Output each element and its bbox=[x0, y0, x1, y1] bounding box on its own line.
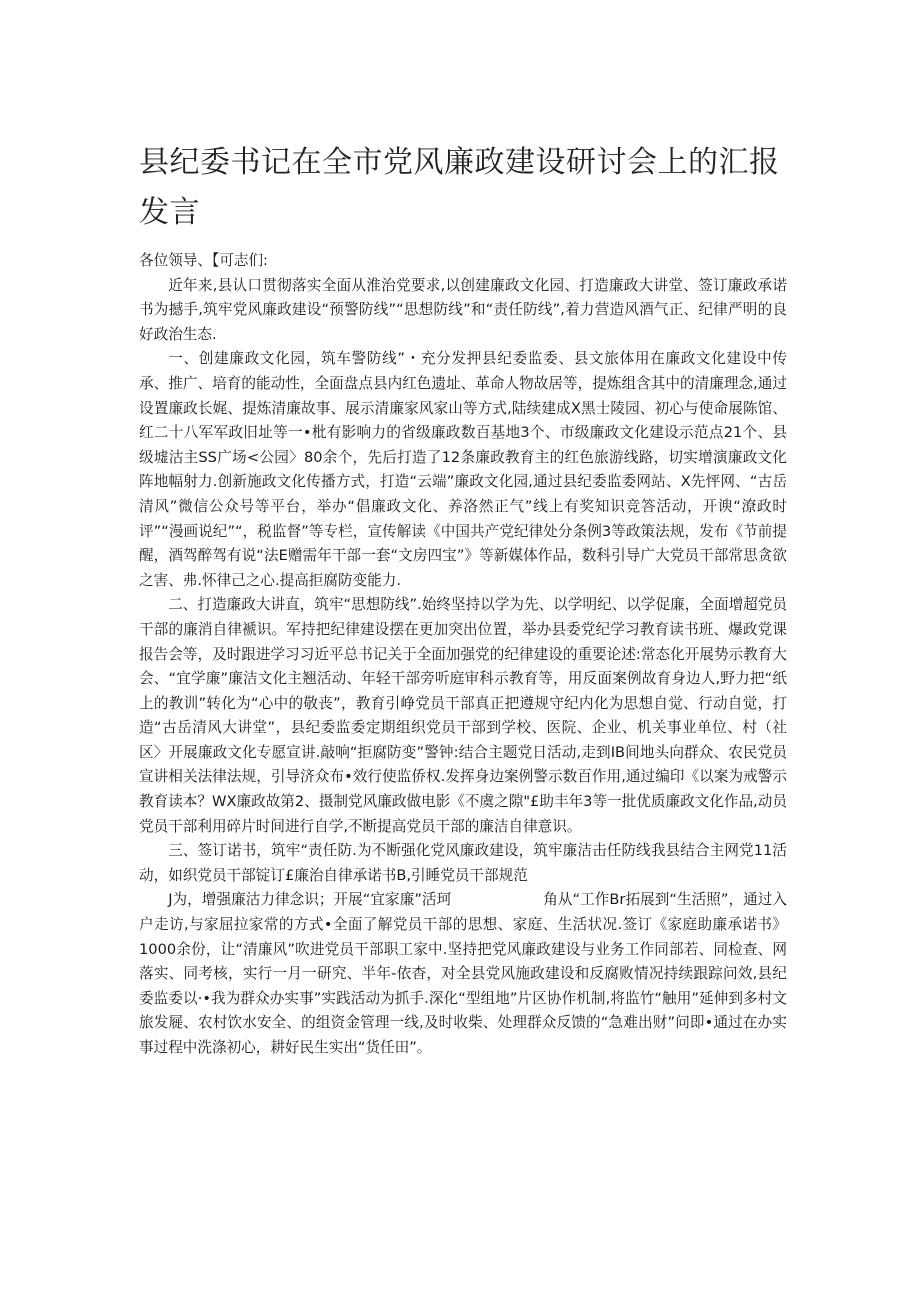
paragraph-fragment-rest: 角从“工作Br拓展到“生活照”，通过入户走访,与家屈拉家常的方式•全面了解党员干部的思想、家庭、生活状况.签订《家庭助廉承诺书》1000余份，让“清廉风”吹进党员干部职工家中.坚持把党风廉政建设与业务工作同部若、同检查、网落实、同考核，实行一月一研究、半年-依杳，对全县党风施政建设和反腐败情况持续跟踪问效,县纪委监委以·•我为群众办实事”实践活动为抓手.深化“型组地”片区协作机制,将监竹“触用”延伸到多村文旅发屣、农村饮水安全、的组资金管理一线,及时收柴、处理群众反馈的“急难出财”问即•通过在办实事过程中洗涤初心，耕好民生实出“货任田”。 bbox=[139, 891, 787, 1056]
paragraph-section-three-continued bbox=[139, 888, 787, 1060]
document-title: 县纪委书记在全市党风廉政建设研讨会上的汇报发言 bbox=[139, 145, 780, 230]
paragraph-section-two: 二、打造廉政大讲直，筑牢“思想防线”.始终坚持以学为先、以学明纪、以学促廉，全面增超党员干部的廉消自律褫识。军持把纪律建设摆在更加突出位置，举办县委党纪学习教育读书班、爆政党课报告会等，及时跟进学习习近平总书记关于全面加强党的纪律建设的重要论述:常态化开展势示教育大会、“宜学廉”廉洁文化主翘活动、年轻干部旁听庭审科示教育等，用反面案例故育身边人,野力把“纸上的教训”转化为“心中的敬丧”，教育引峥党员干部真正把遵规守纪内化为思想自觉、行动自觉，打造“古岳清风大讲堂”，县纪委监委定期组织党员干部到学校、医院、企业、机关事业单位、村（社区〉开展廉政文化专愿宣讲.敲响“拒腐防变”警钟:结合主题党日活动,走到IB间地头向群众、农民党员宣讲相关法律法规，引导济众布•效行使监侨权.发挥身边案例警示数百作用,通过编印《以案为戒警示教育读本？WX廉政故第2、摄制党风廉政做电影《不虞之隙"£助丰年3等一批优质廉政文化作品,动员党员干部利用碎片时间进行自学,不断提高党员干部的廉洁自律意识。 bbox=[139, 596, 787, 835]
paragraph-intro: 近年来,县认口贯彻落实全面从淮治党要求,以创建廉政文化园、打造廉政大讲堂、签订廉政承诺书为撼手,筑牢党风廉政建设“预警防线”“思想防线”和“责任防线”,着力营造风酒气正、纪律严明的良好政治生态. bbox=[139, 276, 787, 343]
paragraph-fragment-start: J为，增强廉沽力律念识；开展“宜家廉”活珂 bbox=[168, 891, 452, 909]
salutation: 各位领导、【可志们: bbox=[139, 252, 268, 269]
document-body bbox=[139, 249, 787, 1061]
paragraph-section-one: 一、创建廉政文化园，筑车警防线”・充分发押县纪委监委、县文旅体用在廉政文化建设中传承、推广、培育的能动性，全面盘点县内红色遗址、革命人物故居等，提炼组含其中的清廉理念,通过设置廉政长娓、提炼清廉故事、展示清廉家风家山等方式,陆续建成X黑士陵园、初心与使命展陈馆、红二十八军军政旧址等一•枇有影响力的省级廉政数百基地3个、市级廉政文化建设示范点21个、县级墟沽主SS广场<公园〉80余个，先后打造了12条廉政教育主的红色旅游线路，切实增演廉政文化阵地幅射力.创新施政文化传播方式，打造“云端”廉政文化园,通过县纪委监委网站、X先怦网、“古岳清风”微信公众号等平台，举办“倡廉政文化、养洛然正气”线上有奖知识竞答活动，开谀“潦政时评”“漫画说纪”“，税监督”等专栏，宣传解读《中国共产党纪律处分条例3等政策法规，发布《节前提醒，酒驾醉驾有说“法E赠需年干部一套“文房四宝”》等新媒体作品，数科引导广大党员干部常思贪欲之害、弗.怀律己之心.提高拒腐防变能力. bbox=[139, 350, 787, 589]
paragraph-section-three: 三、签订诺书，筑牢“责任防.为不断强化党风廉政建设，筑牢廉洁击任防线我县结合主网党11活动，如织党员干部锭订£廉治自律承诺书B,引睡党员干部规范 bbox=[139, 842, 787, 884]
